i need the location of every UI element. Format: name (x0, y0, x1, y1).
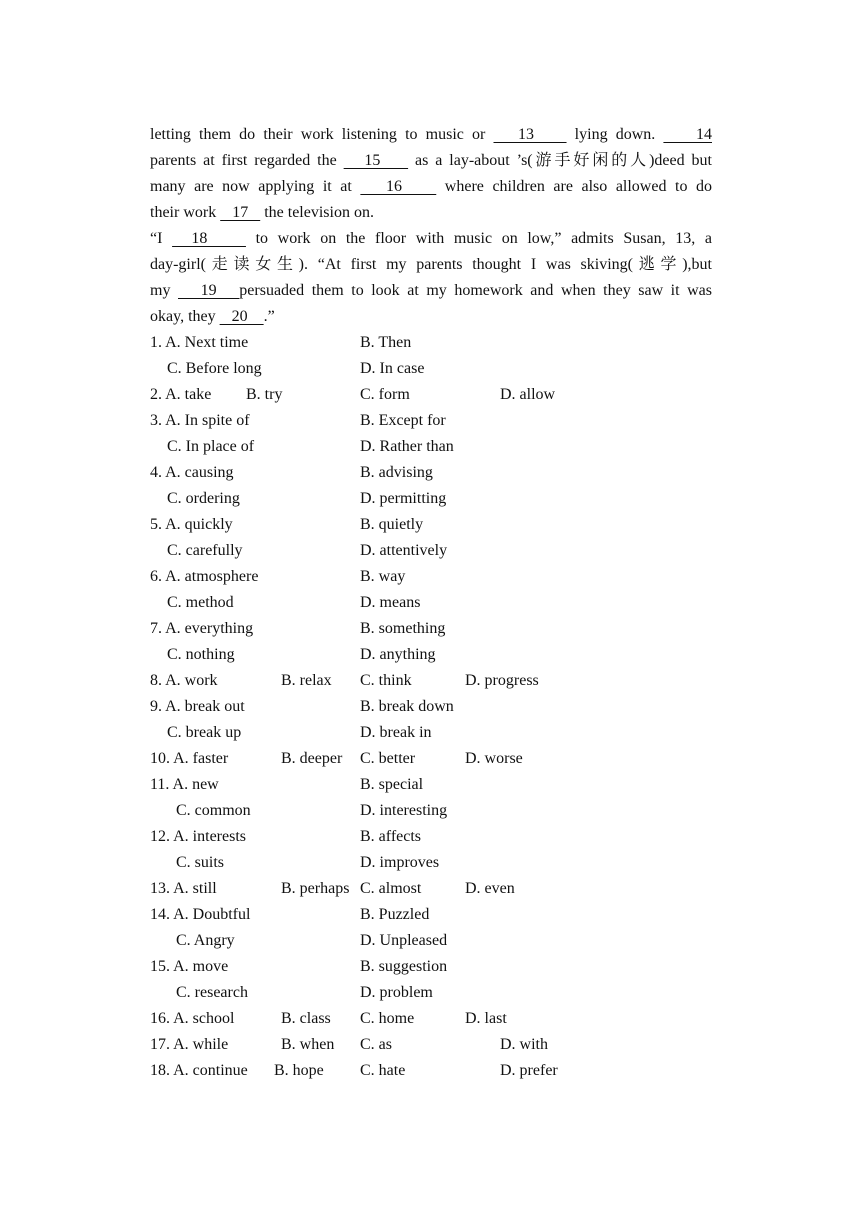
passage-text: day-girl(走读女生). “At first my parents thought I was skiving(逃学),but (150, 256, 712, 273)
option-d: D. prefer (500, 1062, 558, 1079)
passage-line (150, 200, 712, 226)
option-b: B. Puzzled (360, 906, 430, 923)
option-row (150, 668, 710, 694)
answer-blank: 13 (493, 126, 567, 143)
option-c: C. method (167, 594, 234, 611)
option-b: B. quietly (360, 516, 424, 533)
option-row (150, 1032, 710, 1058)
answer-blank: 16 (360, 178, 437, 195)
passage-line (150, 304, 712, 330)
option-b: B. something (360, 620, 446, 637)
option-row (150, 382, 710, 408)
option-b: B. perhaps (281, 880, 350, 897)
option-b: B. try (246, 386, 283, 403)
option-a: 17. A. while (150, 1036, 229, 1053)
option-row (150, 850, 710, 876)
option-row (150, 876, 710, 902)
option-row (150, 1006, 710, 1032)
option-row (150, 902, 710, 928)
option-a: 4. A. causing (150, 464, 234, 481)
option-c: C. common (176, 802, 251, 819)
cloze-passage (150, 122, 712, 330)
passage-line (150, 148, 712, 174)
option-a: 6. A. atmosphere (150, 568, 259, 585)
passage-text: persuaded them to look at my homework and when they saw it was (239, 282, 712, 299)
option-b: B. way (360, 568, 406, 585)
option-a: 13. A. still (150, 880, 217, 897)
option-c: C. home (360, 1010, 415, 1027)
option-row (150, 980, 710, 1006)
option-row (150, 408, 710, 434)
option-a: 10. A. faster (150, 750, 229, 767)
option-row (150, 954, 710, 980)
option-row (150, 798, 710, 824)
option-c: C. suits (176, 854, 225, 871)
option-d: D. In case (360, 360, 425, 377)
option-row (150, 486, 710, 512)
option-row (150, 1058, 710, 1084)
option-a: 16. A. school (150, 1010, 235, 1027)
passage-text: where children are also allowed to do (436, 178, 712, 195)
option-b: B. special (360, 776, 424, 793)
option-a: 18. A. continue (150, 1062, 248, 1079)
option-b: B. hope (274, 1062, 324, 1079)
option-row (150, 746, 710, 772)
option-a: 5. A. quickly (150, 516, 233, 533)
option-c: C. Before long (167, 360, 262, 377)
answer-blank: 18 (172, 230, 246, 247)
passage-text: letting them do their work listening to music or (150, 126, 494, 143)
answer-blank: 14 (663, 126, 712, 143)
option-a: 7. A. everything (150, 620, 254, 637)
option-d: D. problem (360, 984, 433, 1001)
passage-text: “I (150, 230, 173, 247)
option-row (150, 824, 710, 850)
option-c: C. form (360, 386, 410, 403)
option-a: 1. A. Next time (150, 334, 249, 351)
option-d: D. last (465, 1010, 507, 1027)
answer-blank: 15 (343, 152, 409, 169)
option-b: B. Except for (360, 412, 446, 429)
passage-text: many are now applying it at (150, 178, 361, 195)
option-c: C. carefully (167, 542, 243, 559)
option-row (150, 564, 710, 590)
option-b: B. affects (360, 828, 422, 845)
option-d: D. attentively (360, 542, 448, 559)
option-c: C. research (176, 984, 248, 1001)
option-a: 14. A. Doubtful (150, 906, 251, 923)
option-d: D. break in (360, 724, 432, 741)
option-d: D. allow (500, 386, 556, 403)
option-c: C. think (360, 672, 412, 689)
option-c: C. better (360, 750, 416, 767)
option-b: B. relax (281, 672, 332, 689)
option-d: D. interesting (360, 802, 448, 819)
option-c: C. almost (360, 880, 422, 897)
option-c: C. hate (360, 1062, 406, 1079)
option-row (150, 590, 710, 616)
passage-line (150, 278, 712, 304)
option-d: D. worse (465, 750, 523, 767)
option-b: B. Then (360, 334, 412, 351)
answer-blank: 19 (178, 282, 240, 299)
option-b: B. when (281, 1036, 335, 1053)
option-a: 11. A. new (150, 776, 219, 793)
option-row (150, 642, 710, 668)
option-d: D. improves (360, 854, 440, 871)
option-b: B. deeper (281, 750, 343, 767)
option-c: C. ordering (167, 490, 240, 507)
passage-text: to work on the floor with music on low,” admits Susan, 13, a (245, 230, 712, 247)
option-a: 15. A. move (150, 958, 229, 975)
option-d: D. with (500, 1036, 548, 1053)
passage-text: .” (263, 308, 275, 325)
passage-text: okay, they (150, 308, 220, 325)
option-a: 9. A. break out (150, 698, 245, 715)
answer-blank: 20 (219, 308, 264, 325)
option-a: 8. A. work (150, 672, 218, 689)
option-c: C. nothing (167, 646, 235, 663)
option-c: C. as (360, 1036, 392, 1053)
option-a: 2. A. take (150, 386, 212, 403)
option-b: B. break down (360, 698, 454, 715)
answer-options (150, 330, 710, 1084)
option-row (150, 616, 710, 642)
answer-blank: 17 (220, 204, 261, 221)
option-d: D. Rather than (360, 438, 454, 455)
option-c: C. In place of (167, 438, 255, 455)
passage-text: the television on. (260, 204, 374, 221)
option-d: D. anything (360, 646, 436, 663)
option-b: B. suggestion (360, 958, 448, 975)
option-row (150, 330, 710, 356)
passage-line (150, 226, 712, 252)
option-b: B. advising (360, 464, 433, 481)
option-row (150, 928, 710, 954)
passage-line (150, 252, 712, 278)
option-a: 12. A. interests (150, 828, 246, 845)
passage-text: lying down. (566, 126, 664, 143)
passage-text: their work (150, 204, 221, 221)
option-row (150, 538, 710, 564)
passage-text: as a lay-about ’s(游手好闲的人)deed but (408, 152, 712, 169)
option-a: 3. A. In spite of (150, 412, 250, 429)
option-d: D. Unpleased (360, 932, 448, 949)
option-row (150, 460, 710, 486)
option-d: D. progress (465, 672, 539, 689)
option-row (150, 772, 710, 798)
option-c: C. break up (167, 724, 242, 741)
option-row (150, 694, 710, 720)
option-d: D. permitting (360, 490, 447, 507)
passage-text: my (150, 282, 178, 299)
option-row (150, 720, 710, 746)
option-d: D. even (465, 880, 515, 897)
option-c: C. Angry (176, 932, 235, 949)
passage-line (150, 122, 712, 148)
option-row (150, 434, 710, 460)
passage-line (150, 174, 712, 200)
option-row (150, 512, 710, 538)
option-b: B. class (281, 1010, 331, 1027)
passage-text: parents at first regarded the (150, 152, 344, 169)
option-d: D. means (360, 594, 421, 611)
option-row (150, 356, 710, 382)
